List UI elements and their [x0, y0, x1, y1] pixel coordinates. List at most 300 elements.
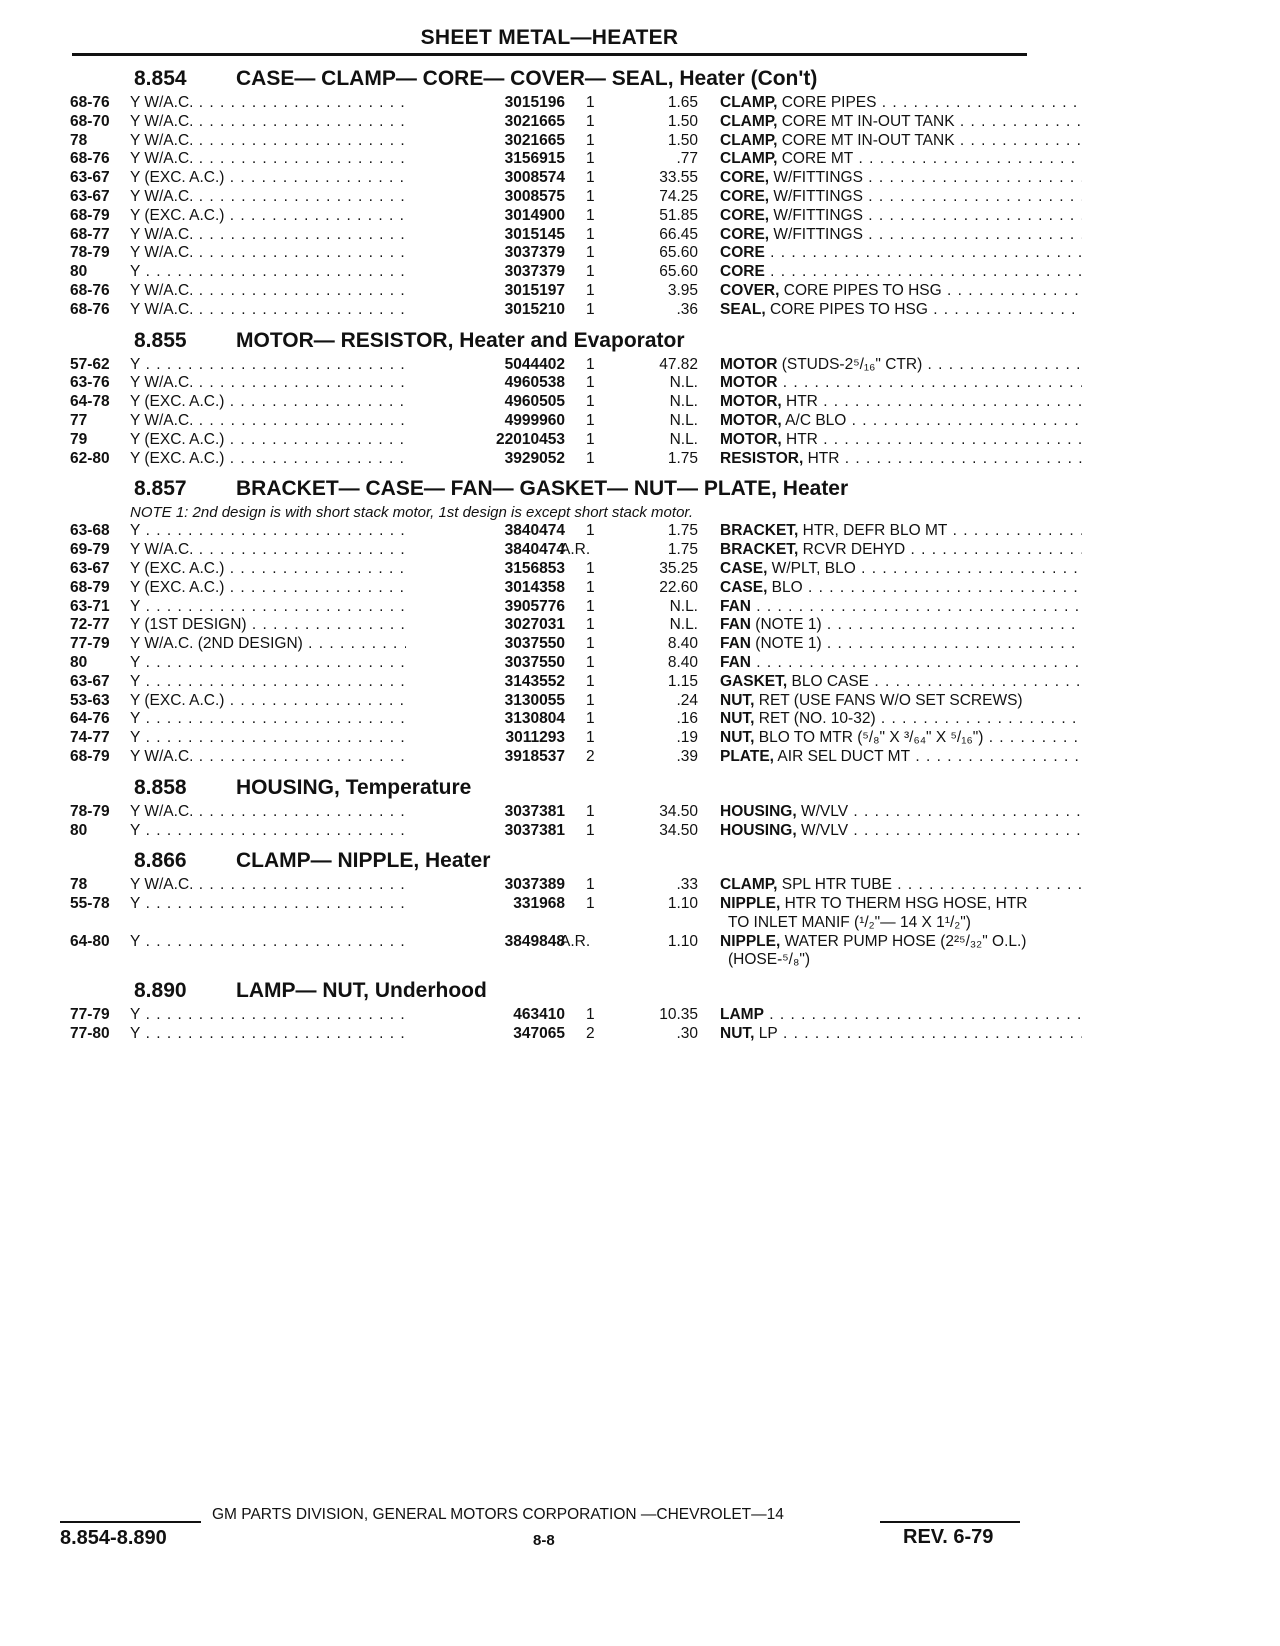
application: Y . . . [130, 822, 460, 840]
price: 65.60 [659, 244, 698, 262]
description-detail: LP [754, 1025, 778, 1043]
part-number: 4960538 [406, 374, 565, 392]
price: .36 [676, 300, 698, 318]
quantity: 1 [586, 374, 595, 392]
table-row [56, 374, 1036, 393]
table-row [56, 244, 1036, 263]
description-keyword: MOTOR, [720, 411, 782, 429]
quantity: A.R. [560, 541, 591, 559]
part-number: 3008574 [406, 169, 565, 187]
table-row [56, 654, 1036, 673]
part-number: 3143552 [406, 673, 565, 691]
table-row [56, 933, 1036, 952]
description [720, 710, 1082, 728]
quantity: 1 [586, 876, 595, 894]
application: Y W/A.C. . . . [130, 301, 460, 319]
price: .77 [676, 150, 698, 168]
application: Y . . . [130, 263, 460, 281]
part-number: 3015196 [406, 94, 565, 112]
table-row [56, 598, 1036, 617]
description [720, 244, 1082, 262]
quantity: 2 [586, 747, 595, 765]
part-number: 3130804 [406, 710, 565, 728]
model-years: 68-76 [70, 300, 110, 318]
description-keyword: CORE, [720, 206, 770, 224]
table-row [56, 150, 1036, 169]
table-row [56, 895, 1036, 914]
price: 8.40 [667, 653, 698, 671]
model-years: 68-79 [70, 206, 110, 224]
description-keyword: MOTOR [720, 355, 778, 373]
model-years: 63-76 [70, 374, 110, 392]
description-keyword: FAN [720, 653, 751, 671]
description-detail: WATER PUMP HOSE (2²⁵/₃₂" O.L.) [780, 932, 1027, 950]
application: Y . . . [130, 1025, 460, 1043]
part-number: 3037381 [406, 803, 565, 821]
model-years: 64-78 [70, 393, 110, 411]
application: Y (EXC. A.C.) . . . [130, 692, 460, 710]
description [720, 1006, 1082, 1024]
part-number: 3840474 [406, 522, 565, 540]
model-years: 74-77 [70, 729, 110, 747]
description-keyword: CORE, [720, 169, 770, 187]
price: .39 [676, 747, 698, 765]
description [720, 207, 1082, 225]
application: Y (EXC. A.C.) . . . [130, 393, 460, 411]
quantity: 1 [586, 393, 595, 411]
quantity: 1 [586, 597, 595, 615]
part-number: 3021665 [406, 132, 565, 150]
footer-page-number: 8-8 [533, 1532, 555, 1549]
table-row [56, 450, 1036, 469]
table-row [56, 1025, 1036, 1044]
price: 65.60 [659, 263, 698, 281]
quantity: 1 [586, 131, 595, 149]
description [720, 374, 1082, 392]
part-number: 4960505 [406, 393, 565, 411]
application: Y . . . [130, 522, 460, 540]
table-row [56, 1006, 1036, 1025]
part-number: 3027031 [406, 616, 565, 634]
section-number: 8.857 [134, 477, 187, 501]
price: 22.60 [659, 578, 698, 596]
section-title: BRACKET— CASE— FAN— GASKET— NUT— PLATE, Heater [236, 477, 849, 501]
footer-rule-right [880, 1521, 1020, 1523]
description-detail: AIR SEL DUCT MT [773, 747, 911, 765]
table-row [56, 710, 1036, 729]
quantity: A.R. [560, 932, 591, 950]
description [720, 635, 1082, 653]
description-keyword: CLAMP, [720, 876, 778, 894]
description-detail: CORE MT IN-OUT TANK [777, 131, 955, 149]
quantity: 1 [586, 802, 595, 820]
description-detail: (NOTE 1) [751, 616, 822, 634]
price: 1.75 [667, 449, 698, 467]
price: .24 [676, 691, 698, 709]
application: Y (EXC. A.C.) . . . [130, 207, 460, 225]
description-keyword: CLAMP, [720, 112, 778, 130]
price: N.L. [669, 411, 698, 429]
price: 47.82 [659, 355, 698, 373]
description-detail: W/PLT, BLO [767, 559, 856, 577]
price: .30 [676, 1025, 698, 1043]
description [720, 150, 1082, 168]
model-years: 72-77 [70, 616, 110, 634]
quantity: 1 [586, 281, 595, 299]
description-keyword: RESISTOR, [720, 449, 804, 467]
part-number: 3037550 [406, 654, 565, 672]
application: Y W/A.C. . . . [130, 282, 460, 300]
part-number: 3014900 [406, 207, 565, 225]
quantity: 1 [586, 94, 595, 111]
table-row [56, 94, 1036, 113]
quantity: 1 [586, 672, 595, 690]
model-years: 63-71 [70, 597, 110, 615]
description-detail: CORE PIPES [777, 94, 877, 111]
description [720, 450, 1082, 468]
section-header [56, 472, 1036, 504]
description-keyword: NUT, [720, 729, 755, 747]
part-number: 3037381 [406, 822, 565, 840]
part-number: 3015197 [406, 282, 565, 300]
description [720, 356, 1082, 374]
application: Y . . . [130, 673, 460, 691]
price: 1.75 [667, 541, 698, 559]
part-number: 331968 [406, 895, 565, 913]
part-number: 3021665 [406, 113, 565, 131]
description-keyword: NIPPLE, [720, 895, 781, 913]
part-number: 3014358 [406, 579, 565, 597]
quantity: 1 [586, 449, 595, 467]
model-years: 79 [70, 430, 88, 448]
description-detail: (NOTE 1) [751, 635, 822, 653]
section-header [56, 844, 1036, 876]
description-keyword: NIPPLE, [720, 932, 781, 950]
quantity: 1 [586, 263, 595, 281]
quantity: 1 [586, 522, 595, 540]
quantity: 1 [586, 710, 595, 728]
quantity: 1 [586, 169, 595, 187]
model-years: 80 [70, 653, 88, 671]
description-detail: HTR [781, 393, 818, 411]
application: Y (1ST DESIGN) . . . [130, 616, 460, 634]
model-years: 78 [70, 876, 88, 894]
description-keyword: CORE [720, 263, 765, 281]
price: N.L. [669, 430, 698, 448]
application: Y . . . [130, 1006, 460, 1024]
description-detail: CORE MT [777, 150, 854, 168]
quantity: 1 [586, 187, 595, 205]
price: 1.50 [667, 112, 698, 130]
description-detail: SPL HTR TUBE [777, 876, 892, 894]
description-keyword: GASKET, [720, 672, 788, 690]
description-detail: W/VLV [796, 821, 849, 839]
model-years: 63-67 [70, 169, 110, 187]
price: 10.35 [659, 1006, 698, 1024]
part-number: 3037550 [406, 635, 565, 653]
table-row [56, 729, 1036, 748]
description-keyword: NUT, [720, 710, 755, 728]
description-detail: A/C BLO [781, 411, 847, 429]
description [720, 579, 1082, 597]
application: Y . . . [130, 710, 460, 728]
description-detail: W/FITTINGS [769, 206, 863, 224]
part-number: 3037389 [406, 876, 565, 894]
quantity: 2 [586, 1025, 595, 1043]
description-detail: CORE PIPES TO HSG [779, 281, 942, 299]
table-row [56, 282, 1036, 301]
application: Y W/A.C. . . . [130, 374, 460, 392]
price: 35.25 [659, 559, 698, 577]
section-header [56, 771, 1036, 803]
application: Y W/A.C. . . . [130, 226, 460, 244]
section-title: HOUSING, Temperature [236, 775, 472, 799]
description [720, 748, 1082, 766]
application: Y . . . [130, 895, 460, 913]
quantity: 1 [586, 635, 595, 653]
description-keyword: FAN [720, 597, 751, 615]
quantity: 1 [586, 206, 595, 224]
application: Y W/A.C. . . . [130, 188, 460, 206]
application: Y (EXC. A.C.) . . . [130, 579, 460, 597]
application: Y W/A.C. . . . [130, 541, 460, 559]
quantity: 1 [586, 691, 595, 709]
description [720, 94, 1082, 112]
part-number: 22010453 [406, 431, 565, 449]
description [720, 616, 1082, 634]
quantity: 1 [586, 300, 595, 318]
quantity: 1 [586, 559, 595, 577]
table-row [56, 876, 1036, 895]
table-row [56, 132, 1036, 151]
description [720, 226, 1082, 244]
part-number: 5044402 [406, 356, 565, 374]
quantity: 1 [586, 244, 595, 262]
description [720, 393, 1082, 411]
description [720, 412, 1082, 430]
application: Y . . . [130, 356, 460, 374]
table-row [56, 560, 1036, 579]
model-years: 63-68 [70, 522, 110, 540]
description [720, 1025, 1082, 1043]
table-row [56, 748, 1036, 767]
description-keyword: MOTOR, [720, 430, 782, 448]
price: 1.75 [667, 522, 698, 540]
model-years: 68-79 [70, 578, 110, 596]
application: Y W/A.C. . . . [130, 244, 460, 262]
model-years: 68-79 [70, 747, 110, 765]
quantity: 1 [586, 578, 595, 596]
model-years: 77 [70, 411, 88, 429]
section-title: MOTOR— RESISTOR, Heater and Evaporator [236, 328, 685, 352]
description-detail: HTR TO THERM HSG HOSE, HTR [780, 895, 1028, 913]
part-number: 3849848 [406, 933, 565, 951]
description-detail: W/FITTINGS [769, 169, 863, 187]
description-detail: W/FITTINGS [769, 225, 863, 243]
model-years: 80 [70, 263, 88, 281]
model-years: 68-76 [70, 150, 110, 168]
price: .16 [676, 710, 698, 728]
application: Y . . . [130, 598, 460, 616]
price: 51.85 [659, 206, 698, 224]
description-detail: BLO TO MTR (⁵/₈" X ³/₆₄" X ⁵/₁₆") [754, 729, 984, 747]
quantity: 1 [586, 355, 595, 373]
price: N.L. [669, 374, 698, 392]
description [720, 431, 1082, 449]
table-row [56, 522, 1036, 541]
part-number: 3156853 [406, 560, 565, 578]
description-detail: CORE PIPES TO HSG [765, 300, 928, 318]
table-row [56, 431, 1036, 450]
description-keyword: FAN [720, 616, 751, 634]
description [720, 876, 1082, 894]
description [720, 654, 1082, 672]
description-keyword: CORE, [720, 225, 770, 243]
description-detail: (HOSE-⁵/₈") [728, 951, 811, 969]
application: Y W/A.C. . . . [130, 94, 460, 112]
price: N.L. [669, 597, 698, 615]
section-header [56, 62, 1036, 94]
application: Y (EXC. A.C.) . . . [130, 169, 460, 187]
description-detail: RET (NO. 10-32) [754, 710, 876, 728]
quantity: 1 [586, 150, 595, 168]
description-detail: HTR, DEFR BLO MT [798, 522, 948, 540]
part-number: 3008575 [406, 188, 565, 206]
description [720, 169, 1082, 187]
title-rule [72, 53, 1027, 56]
quantity: 1 [586, 821, 595, 839]
quantity: 1 [586, 430, 595, 448]
description-keyword: CLAMP, [720, 131, 778, 149]
section-title: CLAMP— NIPPLE, Heater [236, 849, 491, 873]
price: 8.40 [667, 635, 698, 653]
section-number: 8.866 [134, 849, 187, 873]
price: .19 [676, 729, 698, 747]
application: Y W/A.C. . . . [130, 132, 460, 150]
note-text: NOTE 1: 2nd design is with short stack motor, 1st design is except short stack motor. [130, 504, 694, 522]
description-keyword: CASE, [720, 559, 768, 577]
model-years: 63-67 [70, 187, 110, 205]
footer-section-range: 8.854-8.890 [60, 1527, 167, 1549]
description [720, 282, 1082, 300]
quantity: 1 [586, 112, 595, 130]
part-number: 3037379 [406, 244, 565, 262]
application: Y . . . [130, 654, 460, 672]
quantity: 1 [586, 653, 595, 671]
model-years: 77-79 [70, 635, 110, 653]
price: 33.55 [659, 169, 698, 187]
table-row [56, 412, 1036, 431]
table-row [56, 169, 1036, 188]
description-keyword: NUT, [720, 691, 755, 709]
application: Y W/A.C. (2ND DESIGN) . . . [130, 635, 460, 653]
section-note [56, 504, 1036, 522]
part-number: 3015145 [406, 226, 565, 244]
description-detail: BLO [767, 578, 803, 596]
table-row [56, 263, 1036, 282]
description [720, 188, 1082, 206]
description-keyword: CLAMP, [720, 94, 778, 111]
model-years: 80 [70, 821, 88, 839]
quantity: 1 [586, 225, 595, 243]
section-number: 8.890 [134, 979, 187, 1003]
part-number: 3037379 [406, 263, 565, 281]
part-number: 3015210 [406, 301, 565, 319]
model-years: 68-76 [70, 94, 110, 111]
part-number: 3156915 [406, 150, 565, 168]
table-row [56, 914, 1036, 933]
model-years: 64-80 [70, 932, 110, 950]
model-years: 68-77 [70, 225, 110, 243]
table-row [56, 951, 1036, 970]
price: 3.95 [667, 281, 698, 299]
section-number: 8.854 [134, 67, 187, 90]
quantity: 1 [586, 616, 595, 634]
section-header [56, 974, 1036, 1006]
description [720, 132, 1082, 150]
description-keyword: NUT, [720, 1025, 755, 1043]
description [720, 522, 1082, 540]
description-detail: RET (USE FANS W/O SET SCREWS) [754, 691, 1023, 709]
model-years: 63-67 [70, 559, 110, 577]
table-row [56, 673, 1036, 692]
application: Y W/A.C. . . . [130, 803, 460, 821]
description-keyword: HOUSING, [720, 802, 797, 820]
price: 1.10 [667, 895, 698, 913]
description [720, 951, 1090, 969]
price: 1.65 [667, 94, 698, 111]
table-row [56, 301, 1036, 320]
application: Y W/A.C. . . . [130, 412, 460, 430]
model-years: 62-80 [70, 449, 110, 467]
description-keyword: PLATE, [720, 747, 774, 765]
description-keyword: CORE [720, 244, 765, 262]
description [720, 933, 1082, 951]
table-row [56, 188, 1036, 207]
application: Y W/A.C. . . . [130, 876, 460, 894]
section-header [56, 324, 1036, 356]
description-detail: W/VLV [796, 802, 849, 820]
description [720, 560, 1082, 578]
description [720, 113, 1082, 131]
description-keyword: BRACKET, [720, 522, 799, 540]
table-row [56, 393, 1036, 412]
description [720, 822, 1082, 840]
description-keyword: FAN [720, 635, 751, 653]
application: Y W/A.C. . . . [130, 113, 460, 131]
description-keyword: CLAMP, [720, 150, 778, 168]
table-row [56, 803, 1036, 822]
part-number: 463410 [406, 1006, 565, 1024]
model-years: 68-70 [70, 112, 110, 130]
quantity: 1 [586, 729, 595, 747]
section-gap [56, 1044, 1036, 1048]
price: .33 [676, 876, 698, 894]
application: Y (EXC. A.C.) . . . [130, 560, 460, 578]
model-years: 78-79 [70, 244, 110, 262]
section-title: CASE— CLAMP— CORE— COVER— SEAL, Heater (Con't) [236, 67, 818, 90]
description-detail: (STUDS-2⁵/₁₆" CTR) [777, 355, 923, 373]
table-row [56, 579, 1036, 598]
price: 1.10 [667, 932, 698, 950]
description-detail: HTR [803, 449, 840, 467]
table-row [56, 822, 1036, 841]
part-number: 3929052 [406, 450, 565, 468]
application: Y (EXC. A.C.) . . . [130, 431, 460, 449]
part-number: 3840474 [406, 541, 565, 559]
price: 34.50 [659, 802, 698, 820]
part-number: 3011293 [406, 729, 565, 747]
